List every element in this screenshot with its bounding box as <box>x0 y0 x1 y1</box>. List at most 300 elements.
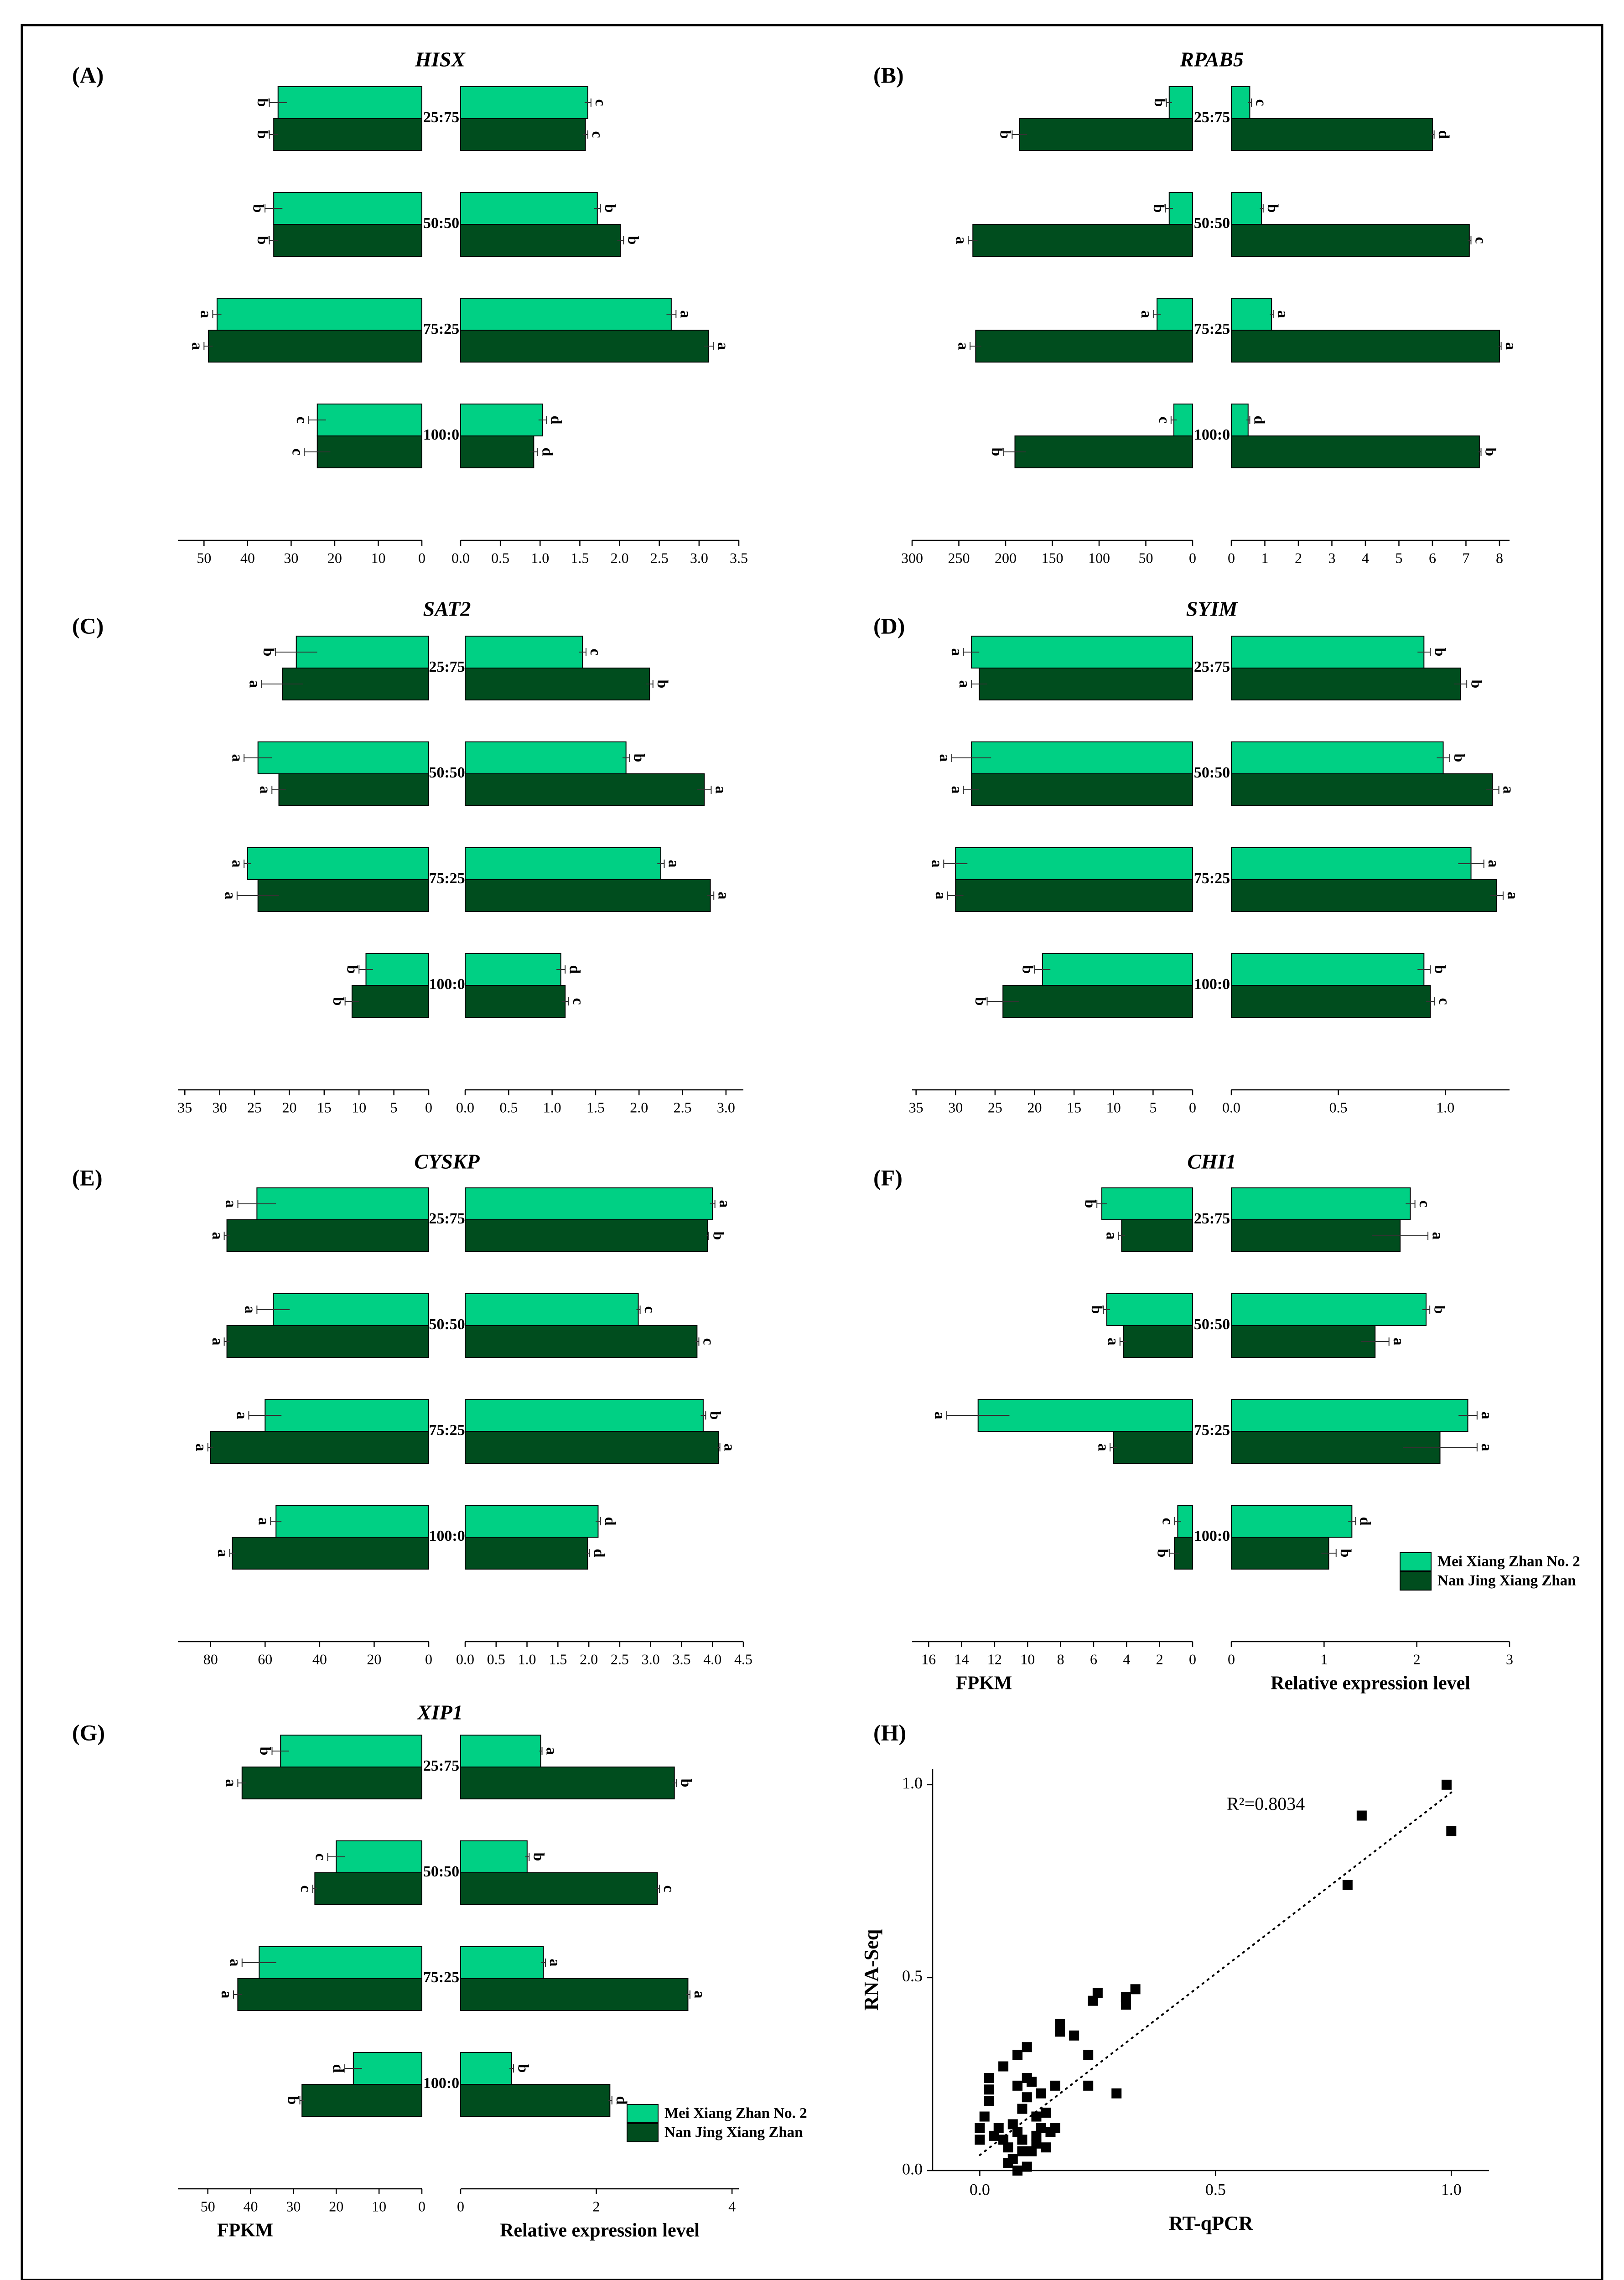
fpkm-significance-letter: c <box>297 1885 314 1892</box>
rel-tick-label: 6 <box>1428 549 1436 566</box>
rel-significance-letter: a <box>716 1200 733 1208</box>
fpkm-bar-dark <box>302 2084 422 2116</box>
category-label: 50:50 <box>1193 214 1230 232</box>
rel-bar-light <box>1231 298 1271 330</box>
rel-tick-label: 1.5 <box>571 549 589 566</box>
fpkm-bar-light <box>971 636 1193 668</box>
rel-tick-label: 1 <box>1320 1651 1328 1668</box>
scatter-point <box>1008 2119 1018 2129</box>
rel-axis-title: Relative expression level <box>1271 1673 1470 1694</box>
panel-label: (G) <box>72 1720 105 1746</box>
rel-tick-label: 1.0 <box>531 549 550 566</box>
fpkm-bar-dark <box>971 774 1193 806</box>
rel-significance-letter: b <box>1431 1305 1448 1314</box>
gene-title: HISX <box>415 47 465 71</box>
fpkm-tick-label: 0 <box>425 1651 432 1668</box>
category-label: 50:50 <box>429 764 465 781</box>
rel-bar-dark <box>461 2084 610 2116</box>
rel-tick-label: 0 <box>1228 549 1235 566</box>
scatter-point <box>1050 2123 1060 2133</box>
category-label: 75:25 <box>423 320 460 337</box>
rel-significance-letter: b <box>1468 679 1485 689</box>
panel-b <box>873 48 1519 566</box>
rel-bar-dark <box>1231 330 1499 362</box>
rel-significance-letter: d <box>1250 415 1268 425</box>
rel-significance-letter: a <box>677 310 694 318</box>
category-label: 75:25 <box>429 870 465 887</box>
fpkm-significance-letter: b <box>256 1746 274 1756</box>
rel-tick-label: 1.5 <box>549 1651 567 1668</box>
fpkm-tick-label: 300 <box>901 549 923 566</box>
category-label: 25:75 <box>1193 658 1230 675</box>
fpkm-significance-letter: a <box>197 310 214 318</box>
rel-significance-letter: b <box>630 753 648 762</box>
rel-significance-letter: d <box>602 1517 619 1526</box>
rel-bar-light <box>461 1841 527 1873</box>
fpkm-tick-label: 2 <box>1156 1651 1163 1668</box>
fpkm-significance-letter: a <box>214 1549 231 1557</box>
rel-significance-letter: c <box>1472 237 1489 244</box>
fpkm-significance-letter: a <box>948 648 965 656</box>
rel-tick-label: 0 <box>457 2198 464 2215</box>
rel-bar-dark <box>461 1767 675 1799</box>
fpkm-bar-dark <box>317 436 422 468</box>
rel-significance-letter: d <box>547 415 565 425</box>
fpkm-tick-label: 150 <box>1041 549 1064 566</box>
rel-tick-label: 2 <box>1413 1651 1421 1668</box>
fpkm-significance-letter: b <box>260 648 277 657</box>
fpkm-bar-light <box>278 87 422 119</box>
rel-bar-dark <box>465 880 711 912</box>
rel-bar-light <box>1231 1188 1410 1220</box>
rel-tick-label: 1.0 <box>518 1651 536 1668</box>
rel-significance-letter: a <box>1502 342 1519 350</box>
rel-significance-letter: d <box>1435 130 1452 139</box>
rel-bar-light <box>461 404 543 436</box>
rel-significance-letter: b <box>514 2064 532 2073</box>
fpkm-significance-letter: a <box>955 342 972 350</box>
rel-significance-letter: a <box>721 1443 738 1451</box>
rel-tick-label: 3.5 <box>730 549 748 566</box>
rel-bar-light <box>461 1735 541 1767</box>
rel-bar-dark <box>465 1537 587 1569</box>
fpkm-tick-label: 8 <box>1057 1651 1064 1668</box>
rel-tick-label: 0.0 <box>456 1099 474 1116</box>
rel-significance-letter: c <box>1252 99 1270 106</box>
fpkm-tick-label: 5 <box>1149 1099 1157 1116</box>
rel-bar-light <box>465 848 661 880</box>
fpkm-tick-label: 35 <box>908 1099 924 1116</box>
rel-significance-letter: a <box>712 786 729 794</box>
fpkm-significance-letter: a <box>246 680 263 688</box>
fpkm-bar-light <box>353 2052 422 2084</box>
scatter-point <box>984 2096 994 2106</box>
fpkm-significance-letter: a <box>256 786 274 794</box>
fpkm-significance-letter: a <box>241 1306 259 1314</box>
gene-title: SAT2 <box>423 597 471 621</box>
fpkm-bar-dark <box>274 119 422 150</box>
fpkm-bar-dark <box>955 880 1193 912</box>
rel-significance-letter: c <box>641 1306 658 1313</box>
gene-title: CYSKP <box>414 1150 480 1173</box>
rel-tick-label: 0.5 <box>1329 1099 1348 1116</box>
rel-axis-title: Relative expression level <box>500 2220 700 2241</box>
rel-bar-dark <box>461 224 620 256</box>
scatter-point <box>980 2112 990 2122</box>
fpkm-tick-label: 25 <box>987 1099 1002 1116</box>
rel-significance-letter: a <box>1478 1443 1495 1451</box>
category-label: 50:50 <box>429 1316 465 1333</box>
rel-significance-letter: d <box>612 2096 630 2105</box>
fpkm-bar-light <box>257 1188 429 1220</box>
rel-significance-letter: c <box>587 648 604 656</box>
fpkm-significance-letter: a <box>228 860 246 868</box>
legend-label-dark: Nan Jing Xiang Zhan <box>664 2124 803 2141</box>
fpkm-tick-label: 4 <box>1123 1651 1131 1668</box>
fpkm-bar-light <box>280 1735 422 1767</box>
rel-significance-letter: a <box>1274 310 1292 318</box>
panel-label: (E) <box>72 1165 103 1191</box>
rel-tick-label: 3.0 <box>641 1651 660 1668</box>
rel-bar-light <box>461 298 671 330</box>
fpkm-bar-dark <box>1020 119 1193 150</box>
rel-bar-dark <box>465 1220 707 1252</box>
fpkm-significance-letter: a <box>931 1411 949 1420</box>
rel-bar-light <box>1231 848 1471 880</box>
rel-bar-light <box>461 192 597 224</box>
rel-bar-light <box>465 636 582 668</box>
fpkm-tick-label: 40 <box>243 2198 258 2215</box>
category-label: 50:50 <box>423 1863 460 1880</box>
fpkm-bar-dark <box>242 1767 422 1799</box>
scatter-point <box>1069 2031 1079 2041</box>
category-label: 50:50 <box>1193 1316 1230 1333</box>
rel-significance-letter: a <box>1499 786 1517 794</box>
fpkm-tick-label: 100 <box>1088 549 1110 566</box>
rel-tick-label: 1.0 <box>543 1099 561 1116</box>
scatter-point <box>1121 2000 1131 2010</box>
fpkm-significance-letter: b <box>249 204 267 213</box>
rel-bar-dark <box>461 1873 657 1905</box>
rel-bar-light <box>1231 742 1443 774</box>
fpkm-bar-light <box>971 742 1193 774</box>
fpkm-tick-label: 0 <box>425 1099 432 1116</box>
fpkm-tick-label: 10 <box>371 549 386 566</box>
fpkm-significance-letter: a <box>1105 1337 1122 1346</box>
fpkm-significance-letter: a <box>953 236 970 244</box>
rel-tick-label: 2.0 <box>580 1651 598 1668</box>
legend-swatch-light <box>1400 1553 1431 1571</box>
rel-significance-letter: b <box>677 1778 695 1788</box>
fpkm-tick-label: 250 <box>948 549 970 566</box>
fpkm-significance-letter: a <box>222 891 239 900</box>
fpkm-bar-light <box>217 298 422 330</box>
fpkm-bar-dark <box>352 985 429 1017</box>
fpkm-tick-label: 0 <box>1189 549 1196 566</box>
category-label: 50:50 <box>423 214 460 232</box>
rel-significance-letter: b <box>654 679 671 689</box>
fpkm-tick-label: 14 <box>954 1651 969 1668</box>
fpkm-significance-letter: d <box>329 2064 347 2073</box>
rel-bar-dark <box>465 1326 697 1358</box>
fpkm-significance-letter: a <box>956 680 973 688</box>
fpkm-bar-light <box>259 1947 422 1979</box>
rel-significance-letter: a <box>543 1747 560 1755</box>
fpkm-tick-label: 0 <box>418 549 425 566</box>
rel-significance-letter: d <box>1356 1517 1374 1526</box>
fpkm-tick-label: 10 <box>352 1099 367 1116</box>
fpkm-bar-light <box>1107 1294 1193 1326</box>
scatter-point <box>1017 2146 1027 2156</box>
panel-h <box>860 1720 1489 2234</box>
fpkm-bar-dark <box>973 224 1193 256</box>
fpkm-significance-letter: a <box>218 1990 235 1999</box>
category-label: 100:0 <box>423 2074 460 2092</box>
figure-border <box>22 25 1602 2280</box>
rel-bar-light <box>465 1188 712 1220</box>
scatter-point <box>998 2062 1008 2072</box>
fpkm-significance-letter: b <box>971 997 989 1006</box>
gene-title: CHI1 <box>1187 1150 1236 1173</box>
rel-significance-letter: d <box>590 1549 607 1558</box>
rel-significance-letter: b <box>1450 753 1468 762</box>
fpkm-tick-label: 20 <box>1027 1099 1042 1116</box>
legend-label-light: Mei Xiang Zhan No. 2 <box>1437 1553 1580 1570</box>
fpkm-bar-light <box>1043 953 1193 985</box>
rel-significance-letter: a <box>546 1959 564 1967</box>
fpkm-significance-letter: b <box>1088 1305 1105 1314</box>
panel-label: (C) <box>72 613 104 639</box>
fpkm-significance-letter: a <box>233 1411 250 1420</box>
scatter-point <box>1031 2112 1041 2122</box>
fpkm-significance-letter: b <box>1019 965 1036 974</box>
rel-tick-label: 1.0 <box>1436 1099 1455 1116</box>
fpkm-bar-dark <box>975 330 1193 362</box>
category-label: 25:75 <box>1193 1210 1230 1227</box>
category-label: 100:0 <box>1193 426 1230 443</box>
rel-tick-label: 3 <box>1328 549 1336 566</box>
fpkm-tick-label: 0 <box>418 2198 425 2215</box>
fpkm-significance-letter: b <box>254 236 271 245</box>
rel-significance-letter: a <box>691 1990 708 1999</box>
fpkm-significance-letter: a <box>928 860 945 868</box>
fpkm-bar-dark <box>1015 436 1193 468</box>
fpkm-tick-label: 12 <box>987 1651 1002 1668</box>
rel-tick-label: 2.0 <box>610 549 629 566</box>
scatter-point <box>1442 1780 1452 1790</box>
rel-tick-label: 4.5 <box>734 1651 752 1668</box>
rel-significance-letter: b <box>530 1852 547 1861</box>
rel-bar-light <box>461 1947 544 1979</box>
rel-bar-light <box>1231 192 1261 224</box>
scatter-y-tick-label: 0.0 <box>902 2160 923 2178</box>
rel-tick-label: 3.5 <box>672 1651 691 1668</box>
category-label: 75:25 <box>1193 320 1230 337</box>
fpkm-significance-letter: a <box>228 754 246 762</box>
rel-bar-dark <box>1231 985 1430 1017</box>
fpkm-significance-letter: b <box>284 2096 301 2105</box>
fpkm-significance-letter: b <box>1151 98 1168 107</box>
rel-tick-label: 0 <box>1228 1651 1235 1668</box>
fpkm-significance-letter: b <box>1154 1549 1171 1558</box>
fpkm-tick-label: 0 <box>1189 1099 1196 1116</box>
scatter-point <box>1017 2104 1027 2114</box>
legend-swatch-light <box>627 2104 658 2123</box>
rel-bar-dark <box>465 774 704 806</box>
fpkm-bar-light <box>273 1294 429 1326</box>
fpkm-tick-label: 20 <box>367 1651 382 1668</box>
scatter-point <box>1017 2135 1027 2145</box>
gene-title: SYIM <box>1186 597 1238 621</box>
scatter-point <box>1343 1880 1353 1890</box>
scatter-x-tick-label: 1.0 <box>1441 2180 1462 2199</box>
rel-significance-letter: a <box>665 860 682 868</box>
fpkm-bar-dark <box>1113 1431 1193 1463</box>
rel-bar-light <box>1231 1505 1352 1537</box>
rel-bar-light <box>1231 1399 1468 1431</box>
scatter-y-tick-label: 1.0 <box>902 1774 923 1793</box>
rel-significance-letter: b <box>624 236 642 245</box>
rel-tick-label: 0.0 <box>451 549 470 566</box>
rel-significance-letter: b <box>1482 447 1499 456</box>
rel-significance-letter: a <box>1484 860 1502 868</box>
scatter-point <box>1022 2073 1032 2083</box>
panel-label: (F) <box>873 1165 903 1191</box>
panel-f <box>873 1150 1580 1694</box>
scatter-point <box>1041 2142 1051 2152</box>
fpkm-tick-label: 15 <box>1067 1099 1082 1116</box>
fpkm-tick-label: 30 <box>948 1099 963 1116</box>
fpkm-significance-letter: a <box>222 1779 239 1787</box>
fpkm-bar-light <box>1169 87 1193 119</box>
fpkm-bar-dark <box>227 1220 429 1252</box>
rel-tick-label: 2 <box>1294 549 1302 566</box>
category-label: 75:25 <box>1193 870 1230 887</box>
fpkm-bar-dark <box>238 1979 422 2011</box>
fpkm-significance-letter: b <box>1150 204 1167 213</box>
scatter-point <box>1083 2081 1093 2091</box>
rel-bar-light <box>461 87 588 119</box>
fpkm-tick-label: 40 <box>240 549 255 566</box>
fpkm-bar-dark <box>227 1326 429 1358</box>
category-label: 75:25 <box>423 1969 460 1986</box>
legend-label-light: Mei Xiang Zhan No. 2 <box>664 2105 807 2122</box>
rel-significance-letter: c <box>589 131 606 138</box>
rel-bar-dark <box>461 330 709 362</box>
rel-significance-letter: a <box>715 891 732 900</box>
panel-d <box>873 597 1521 1116</box>
rel-bar-light <box>465 1294 638 1326</box>
rel-tick-label: 0.5 <box>491 549 510 566</box>
rel-bar-light <box>465 953 561 985</box>
fpkm-bar-dark <box>1003 985 1193 1017</box>
fpkm-bar-light <box>978 1399 1193 1431</box>
category-label: 75:25 <box>1193 1421 1230 1439</box>
fpkm-bar-light <box>1157 298 1193 330</box>
fpkm-bar-dark <box>208 330 422 362</box>
fpkm-bar-light <box>258 742 429 774</box>
fpkm-tick-label: 30 <box>286 2198 301 2215</box>
gene-title: RPAB5 <box>1180 47 1244 71</box>
rel-bar-dark <box>461 1979 688 2011</box>
rel-tick-label: 2.0 <box>630 1099 649 1116</box>
scatter-point <box>1012 2166 1022 2176</box>
rel-significance-letter: b <box>710 1231 727 1240</box>
panel-label: (D) <box>873 613 905 639</box>
fpkm-tick-label: 50 <box>200 2198 215 2215</box>
rel-bar-light <box>461 2052 512 2084</box>
category-label: 100:0 <box>429 1527 465 1544</box>
fpkm-bar-light <box>336 1841 422 1873</box>
category-label: 75:25 <box>429 1421 465 1439</box>
panel-label: (H) <box>873 1720 907 1746</box>
rel-bar-dark <box>465 985 565 1017</box>
scatter-point <box>1022 2042 1032 2052</box>
legend-swatch-dark <box>1400 1572 1431 1590</box>
rel-significance-letter: b <box>601 204 618 213</box>
rel-tick-label: 2.5 <box>610 1651 629 1668</box>
rel-significance-letter: a <box>1478 1411 1495 1420</box>
fpkm-significance-letter: b <box>254 130 271 139</box>
rel-significance-letter: c <box>570 998 587 1005</box>
category-label: 25:75 <box>1193 109 1230 126</box>
panel-a <box>72 48 748 566</box>
fpkm-bar-light <box>1102 1188 1193 1220</box>
fpkm-significance-letter: b <box>329 997 347 1006</box>
fpkm-significance-letter: c <box>289 448 306 456</box>
fpkm-significance-letter: a <box>1103 1232 1120 1240</box>
fpkm-significance-letter: a <box>208 1232 226 1240</box>
rel-significance-letter: b <box>1431 965 1448 974</box>
rel-bar-light <box>465 1505 598 1537</box>
fpkm-bar-dark <box>979 668 1193 700</box>
fpkm-tick-label: 0 <box>1189 1651 1196 1668</box>
fpkm-axis-title: FPKM <box>955 1673 1012 1694</box>
rel-bar-dark <box>1231 880 1497 912</box>
fpkm-bar-dark <box>274 224 422 256</box>
scatter-point <box>975 2135 985 2145</box>
rel-bar-dark <box>465 1431 719 1463</box>
scatter-point <box>989 2131 999 2141</box>
fpkm-significance-letter: c <box>293 416 310 424</box>
fpkm-significance-letter: b <box>996 130 1014 139</box>
fpkm-tick-label: 80 <box>203 1651 218 1668</box>
fpkm-tick-label: 5 <box>390 1099 398 1116</box>
fpkm-significance-letter: c <box>1159 1518 1176 1525</box>
legend-label-dark: Nan Jing Xiang Zhan <box>1437 1572 1576 1589</box>
rel-tick-label: 7 <box>1462 549 1470 566</box>
scatter-x-axis-title: RT-qPCR <box>1168 2212 1253 2235</box>
r-squared-annotation: R²=0.8034 <box>1227 1793 1305 1814</box>
legend-swatch-dark <box>627 2124 658 2142</box>
scatter-point <box>1003 2158 1013 2168</box>
rel-significance-letter: b <box>706 1411 724 1420</box>
fpkm-tick-label: 50 <box>1138 549 1153 566</box>
fpkm-tick-label: 60 <box>258 1651 273 1668</box>
rel-bar-dark <box>1231 119 1432 150</box>
panel-label: (B) <box>873 62 904 88</box>
fpkm-tick-label: 15 <box>316 1099 332 1116</box>
rel-tick-label: 0.0 <box>1222 1099 1240 1116</box>
panel-label: (A) <box>72 62 104 88</box>
fpkm-bar-dark <box>211 1431 429 1463</box>
scatter-point <box>998 2135 1008 2145</box>
fpkm-significance-letter: b <box>1081 1199 1099 1208</box>
scatter-point <box>1027 2146 1037 2156</box>
category-label: 25:75 <box>423 109 460 126</box>
fpkm-tick-label: 10 <box>1106 1099 1121 1116</box>
fpkm-tick-label: 30 <box>212 1099 227 1116</box>
